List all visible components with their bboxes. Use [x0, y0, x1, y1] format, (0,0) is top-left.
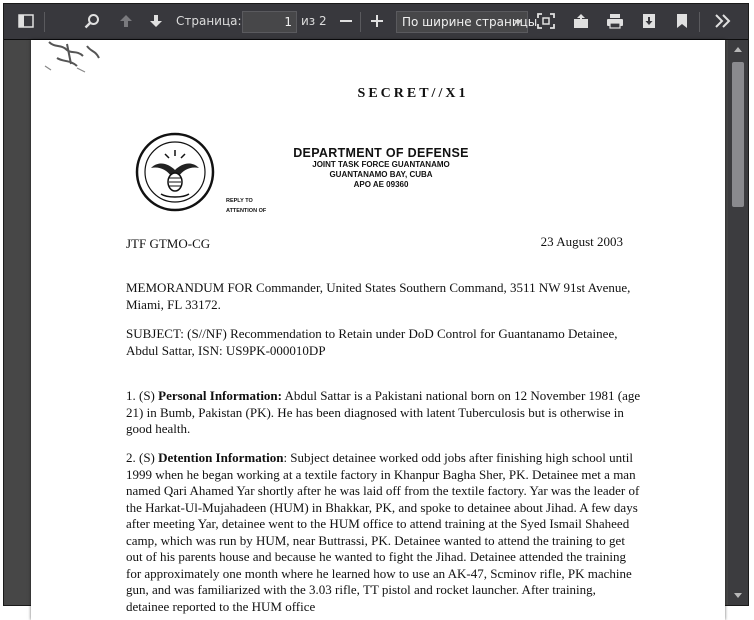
toolbar-separator [699, 12, 700, 32]
toolbar [4, 4, 748, 40]
open-file-icon[interactable] [569, 10, 593, 32]
reply-to-line: ATTENTION OF [226, 208, 267, 214]
classification-header: SECRET//X1 [357, 86, 469, 101]
scan-artifact [37, 40, 107, 76]
toolbar-separator [360, 12, 361, 32]
reply-to-block [226, 196, 266, 216]
office-symbol: JTF GTMO-CG [126, 236, 211, 251]
presentation-mode-icon[interactable] [534, 10, 558, 32]
scroll-up-icon[interactable] [734, 47, 742, 52]
page-label: Страница: [176, 14, 242, 28]
paragraph-text: : Subject detainee worked odd jobs after finishing high school until 1999 when he began working at a textile factory in Khanpur Bagha Sher, PK. Detainee met a man named Qari Ahamed Yar shortly after he was laid off from the textile factory. Yar was the leader of the Harkat-Ul-Mujahadeen (HUM) in Bhakkar, PK, and spoke to detainee about Jihad. A few days after meeting Yar, detainee went to the HUM office to attend training at the Syed Ismail Shaheed camp, which was run by HUM, near Buttrassi, PK. Detainee wanted to attend the training to get out of his parents house and because he wanted to fight the Jihad. Detainee attended the training for approximately one month where he learned how to use an AK-47, Scminov rifle, PK machine gun, and was familiarized with the 3.03 rifle, TT pistol and rocket launcher. After training, detainee reported to the HUM office [126, 450, 640, 614]
page-number-input[interactable]: 1 [242, 11, 297, 33]
download-icon[interactable] [637, 10, 661, 32]
paragraph-personal-information [126, 388, 641, 438]
paragraph-heading: Personal Information: [158, 388, 282, 403]
toolbar-separator [44, 12, 45, 32]
paragraph-text: Abdul Sattar is a Pakistani national born on 12 November 1981 (age 21) in Bumb, Pakistan (PK). He has been diagnosed with latent Tuberculosis but is otherwise in good health. [126, 388, 641, 436]
plus-icon[interactable] [365, 10, 389, 32]
department-line: GUANTANAMO BAY, CUBA [329, 170, 433, 179]
subject-line: SUBJECT: (S//NF) Recommendation to Retain under DoD Control for Guantanamo Detainee, Abdul Sattar, ISN: US9PK-000010DP [126, 326, 618, 358]
document-viewport[interactable] [4, 40, 748, 614]
zoom-select[interactable] [396, 11, 538, 33]
reply-to-line: REPLY TO [226, 198, 253, 204]
paragraph-number: 1. (S) [126, 388, 159, 403]
bookmark-icon[interactable] [670, 10, 694, 32]
pdf-page [31, 40, 725, 620]
tools-chevron-icon[interactable] [711, 10, 735, 32]
print-icon[interactable] [603, 10, 627, 32]
department-title: DEPARTMENT OF DEFENSE [293, 146, 469, 160]
dod-seal-icon [135, 132, 215, 212]
department-line: JOINT TASK FORCE GUANTANAMO [312, 160, 450, 169]
chevron-down-icon [514, 20, 522, 25]
memo-date: 23 August 2003 [540, 234, 623, 249]
department-letterhead [271, 146, 491, 190]
paragraph-detention-information [126, 450, 641, 615]
sidebar-toggle-icon[interactable] [14, 10, 38, 32]
scrollbar-thumb[interactable] [732, 62, 744, 207]
pdf-viewer-window [3, 3, 749, 614]
scroll-down-icon[interactable] [734, 593, 742, 598]
zoom-select-value: По ширине страницы [402, 15, 538, 29]
paragraph-heading: Detention Information [158, 450, 284, 465]
memorandum-for: MEMORANDUM FOR Commander, United States Southern Command, 3511 NW 91st Avenue, Miami, FL 33172. [126, 280, 631, 312]
minus-icon[interactable] [334, 10, 358, 32]
vertical-scrollbar[interactable] [728, 40, 748, 605]
arrow-down-icon[interactable] [144, 10, 168, 32]
page-total: из 2 [301, 14, 327, 28]
search-icon[interactable] [80, 10, 104, 32]
department-line: APO AE 09360 [353, 180, 409, 189]
arrow-up-icon[interactable] [114, 10, 138, 32]
paragraph-number: 2. (S) [126, 450, 159, 465]
